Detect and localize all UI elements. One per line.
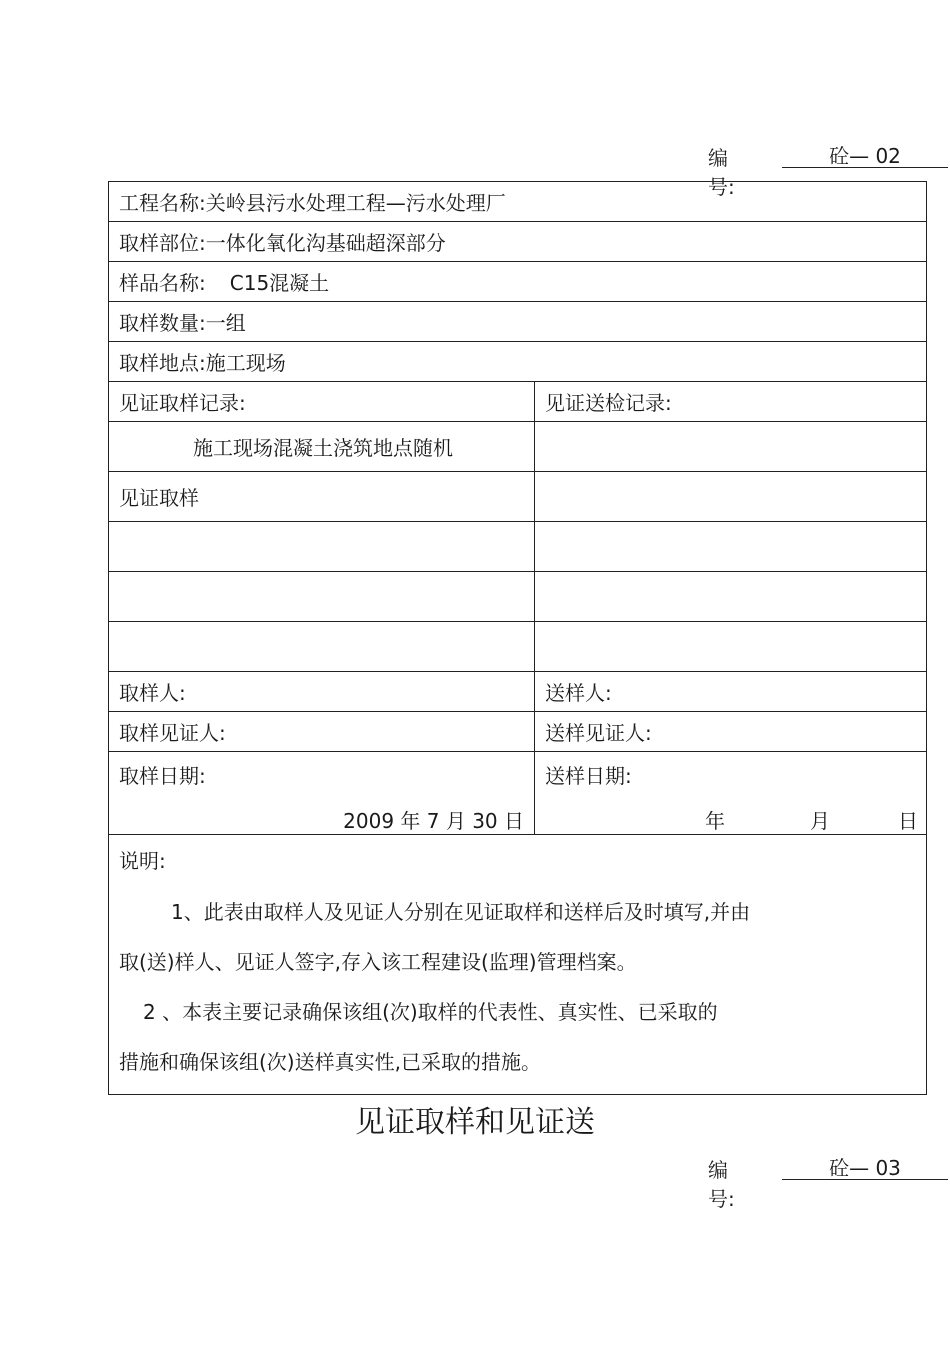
sampling-part: 取样部位:一体化氧化沟基础超深部分 [109, 222, 927, 262]
sample-name-label: 样品名称: [119, 271, 206, 295]
delivery-date-cell [535, 752, 927, 835]
delivery-witness: 送样见证人: [535, 712, 927, 752]
delivery-date-month: 月 [810, 809, 830, 833]
sampling-record-cell-4 [109, 572, 535, 622]
doc-number-label: 编号: [708, 146, 735, 199]
sample-name-value: C15混凝土 [229, 271, 330, 295]
sampling-date-label: 取样日期: [119, 764, 206, 788]
sampling-record-line1: 施工现场混凝土浇筑地点随机 [109, 422, 535, 472]
notes-line-3: 2 、本表主要记录确保该组(次)取样的代表性、真实性、已采取的 [143, 1000, 718, 1024]
delivery-record-cell-3 [535, 522, 927, 572]
witness-delivery-record-label: 见证送检记录: [535, 382, 927, 422]
witness-sampling-record-label: 见证取样记录: [109, 382, 535, 422]
sampling-location: 取样地点:施工现场 [109, 342, 927, 382]
delivery-date-year: 年 [705, 809, 725, 833]
sampling-date-cell [109, 752, 535, 835]
delivery-date-value [545, 805, 926, 834]
delivery-record-cell-2 [535, 472, 927, 522]
delivery-date-label: 送样日期: [545, 764, 632, 788]
sampling-record-cell-3 [109, 522, 535, 572]
section-title: 见证取样和见证送 [355, 1105, 595, 1140]
project-name: 工程名称:关岭县污水处理工程—污水处理厂 [109, 182, 927, 222]
sampling-date-value: 2009 年 7 月 30 日 [343, 809, 524, 833]
sampler: 取样人: [109, 672, 535, 712]
notes-line-4: 措施和确保该组(次)送样真实性,已采取的措施。 [119, 1050, 541, 1074]
deliverer: 送样人: [535, 672, 927, 712]
doc-number-label-2: 编号: [708, 1158, 735, 1211]
sampling-witness: 取样见证人: [109, 712, 535, 752]
delivery-record-cell-4 [535, 572, 927, 622]
notes [109, 835, 927, 1095]
notes-title: 说明: [119, 849, 166, 873]
doc-number-value-2: 砼— 03 [782, 1152, 948, 1180]
sampling-quantity: 取样数量:一组 [109, 302, 927, 342]
doc-number-value: 砼— 02 [782, 140, 948, 168]
sampling-record-line2: 见证取样 [109, 472, 535, 522]
notes-line-2: 取(送)样人、见证人签字,存入该工程建设(监理)管理档案。 [119, 950, 637, 974]
delivery-date-day: 日 [898, 809, 918, 833]
delivery-record-cell-1 [535, 422, 927, 472]
delivery-record-cell-5 [535, 622, 927, 672]
witness-sampling-form [108, 181, 927, 1095]
sampling-record-cell-5 [109, 622, 535, 672]
notes-line-1: 1、此表由取样人及见证人分别在见证取样和送样后及时填写,并由 [171, 900, 751, 924]
sample-name [109, 262, 927, 302]
